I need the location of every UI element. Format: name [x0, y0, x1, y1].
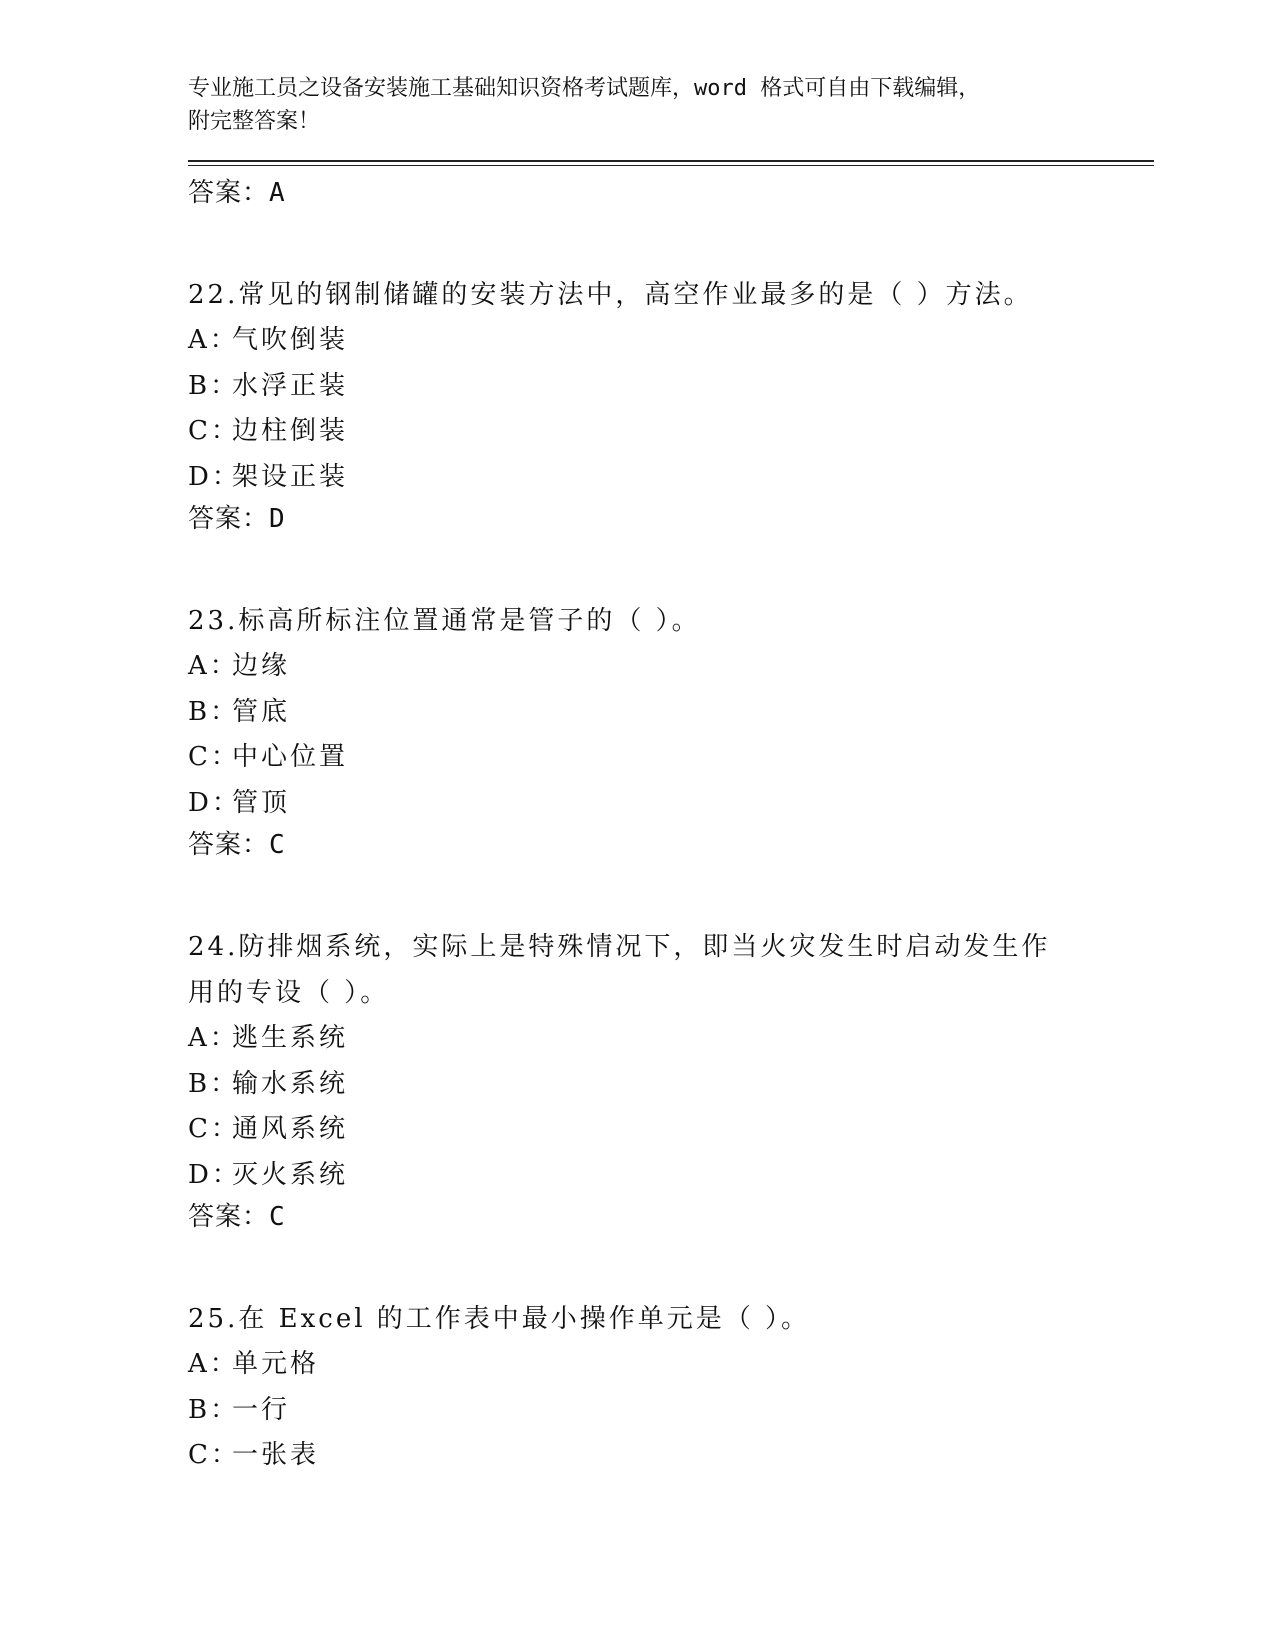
document-page	[188, 72, 1154, 1479]
option-text: 气吹倒装	[232, 325, 349, 355]
answer-21: 答案：A	[188, 178, 286, 208]
option-text: 中心位置	[232, 742, 349, 772]
option-c	[188, 735, 1154, 781]
option-b	[188, 1062, 1154, 1108]
option-c	[188, 409, 1154, 455]
header-divider	[188, 160, 1154, 162]
question-block-24	[188, 924, 1154, 1234]
option-key: B：	[188, 696, 240, 727]
option-text: 灭火系统	[232, 1159, 349, 1190]
option-a	[188, 1342, 1154, 1388]
option-key: B：	[188, 1394, 240, 1425]
option-a	[188, 1016, 1154, 1062]
option-key: A：	[188, 1349, 239, 1379]
option-b	[188, 364, 1154, 410]
option-text: 边缘	[232, 651, 291, 681]
option-a	[188, 644, 1154, 690]
option-c	[188, 1433, 1154, 1479]
question-block-25	[188, 1296, 1154, 1479]
question-text: 25.在 Excel 的工作表中最小操作单元是（ ）。	[188, 1304, 811, 1334]
option-text: 逃生系统	[232, 1023, 349, 1053]
option-d	[188, 455, 1154, 501]
option-text: 一行	[232, 1394, 291, 1425]
option-text: 边柱倒装	[232, 416, 349, 446]
option-key: C：	[188, 1440, 240, 1470]
option-d	[188, 1153, 1154, 1199]
option-key: A：	[188, 651, 239, 681]
option-key: D：	[188, 461, 241, 492]
option-text: 通风系统	[232, 1114, 349, 1144]
question-text: 23.标高所标注位置通常是管子的（ ）。	[188, 606, 701, 636]
option-key: A：	[188, 1023, 239, 1053]
answer-23: 答案：C	[188, 830, 286, 860]
option-key: B：	[188, 1068, 240, 1099]
option-text: 一张表	[232, 1440, 320, 1470]
option-b	[188, 1388, 1154, 1434]
option-key: D：	[188, 787, 241, 818]
option-key: D：	[188, 1159, 241, 1190]
option-text: 单元格	[232, 1349, 320, 1379]
option-text: 输水系统	[232, 1068, 349, 1099]
answer-24: 答案：C	[188, 1202, 286, 1232]
header-line-1: 专业施工员之设备安装施工基础知识资格考试题库，word 格式可自由下载编辑，	[188, 76, 981, 101]
question-block-22	[188, 272, 1154, 536]
question-text: 24.防排烟系统，实际上是特殊情况下，即当火灾发生时启动发生作用的专设（ ）。	[188, 932, 1051, 1008]
answer-22: 答案：D	[188, 504, 286, 534]
option-text: 管底	[232, 696, 291, 727]
option-key: C：	[188, 742, 240, 772]
option-key: C：	[188, 416, 240, 446]
header-line-2: 附完整答案！	[188, 109, 321, 134]
question-text: 22.常见的钢制储罐的安装方法中，高空作业最多的是（ ）方法。	[188, 280, 1033, 310]
option-a	[188, 318, 1154, 364]
option-key: C：	[188, 1114, 240, 1144]
option-key: A：	[188, 325, 239, 355]
option-b	[188, 690, 1154, 736]
option-key: B：	[188, 370, 240, 401]
option-text: 架设正装	[232, 461, 349, 492]
option-text: 水浮正装	[232, 370, 349, 401]
question-block-23	[188, 598, 1154, 862]
option-c	[188, 1107, 1154, 1153]
option-d	[188, 781, 1154, 827]
option-text: 管顶	[232, 787, 291, 818]
